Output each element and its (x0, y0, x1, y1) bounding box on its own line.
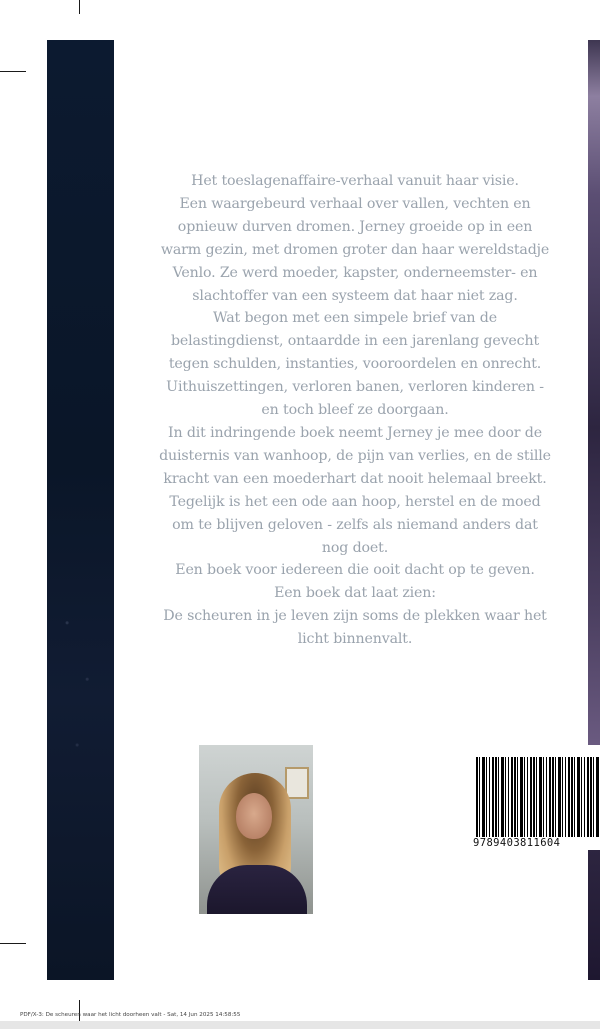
blurb-line: kracht van een moederhart dat nooit helemaal breekt. (163, 470, 547, 487)
blurb-line: opnieuw durven dromen. Jerney groeide op in een (177, 218, 533, 235)
front-cover-edge-lower (588, 850, 600, 980)
blurb-line: De scheuren in je leven zijn soms de plekken waar het (163, 608, 547, 625)
author-photo (199, 745, 313, 914)
blurb-line: belastingdienst, ontaardde in een jarenlang gevecht (170, 333, 540, 350)
blurb-line: Tegelijk is het een ode aan hoop, herstel en de moed (169, 493, 541, 510)
blurb-line: tegen schulden, instanties, vooroordelen en onrecht. (168, 356, 542, 373)
blurb-line: Uithuiszettingen, verloren banen, verloren kinderen - (166, 379, 544, 396)
front-cover-edge (588, 40, 600, 745)
barcode-bars (476, 757, 600, 837)
spine-texture (47, 40, 114, 980)
blurb-line: Wat begon met een simpele brief van de (213, 310, 497, 327)
crop-mark-left-bottom (0, 943, 26, 944)
blurb-line: om te blijven geloven - zelfs als niemand anders dat (172, 516, 538, 533)
wall-picture-frame (285, 767, 309, 799)
crop-mark-left-top (0, 71, 26, 72)
footer-bar (0, 1021, 600, 1029)
blurb-line: Een waargebeurd verhaal over vallen, vechten en (179, 195, 531, 212)
print-footer: PDF/X-3: De scheuren waar het licht doorheen valt - Sat, 14 Jun 2025 14:58:55 (20, 1012, 241, 1018)
blurb-line: In dit indringende boek neemt Jerney je mee door de (168, 424, 542, 441)
book-spine (47, 40, 114, 980)
back-cover-blurb (130, 170, 580, 651)
author-face (236, 793, 272, 839)
blurb-line: warm gezin, met dromen groter dan haar wereldstadje (160, 241, 550, 258)
blurb-line: en toch bleef ze doorgaan. (261, 402, 449, 419)
blurb-line: Een boek voor iedereen die ooit dacht op te geven. (175, 562, 535, 579)
isbn-barcode (473, 755, 600, 850)
blurb-line: Een boek dat laat zien: (274, 585, 436, 602)
blurb-line: licht binnenvalt. (297, 631, 413, 648)
blurb-line: slachtoffer van een systeem dat haar niet zag. (192, 287, 518, 304)
blurb-line: Het toeslagenaffaire-verhaal vanuit haar visie. (191, 173, 519, 189)
author-clothing (207, 865, 307, 914)
blurb-line: nog doet. (321, 539, 389, 556)
crop-mark-top (79, 0, 80, 14)
blurb-line: Venlo. Ze werd moeder, kapster, onderneemster- en (172, 264, 538, 281)
blurb-line: duisternis van wanhoop, de pijn van verlies, en de stille (159, 447, 551, 464)
barcode-number: 9789403811604 (473, 837, 561, 849)
